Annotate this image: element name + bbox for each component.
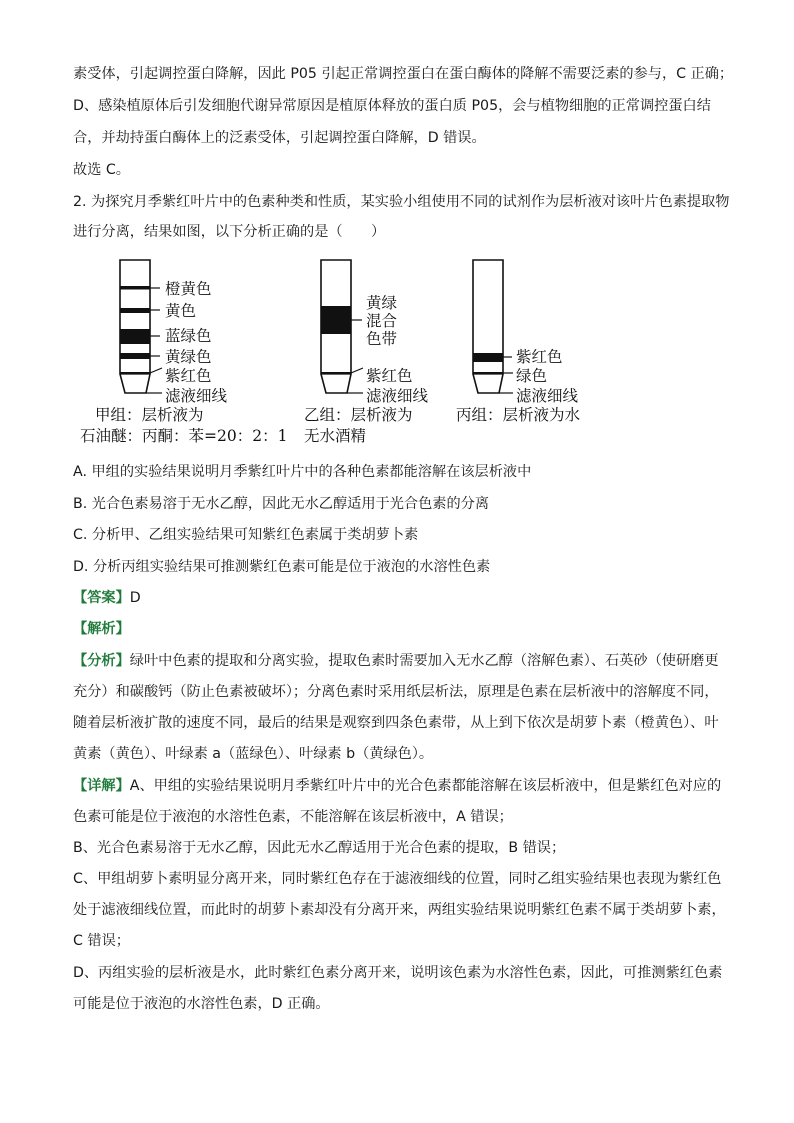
detail-line: C 错误；	[73, 933, 130, 949]
chromatography-diagram	[70, 252, 630, 452]
label-filter-line: 滤液细线	[165, 387, 228, 405]
label-b-band: 色带	[366, 330, 398, 348]
detail-line: B、光合色素易溶于无水乙醇，因此无水乙醇适用于光合色素的提取，B 错误；	[73, 840, 566, 856]
label-b-mixed: 混合	[366, 312, 398, 330]
caption-c-1: 丙组：层析液为水	[456, 406, 581, 424]
detail-line	[73, 776, 721, 796]
band-blue-green	[120, 329, 150, 344]
text-line: 合，并劫持蛋白酶体上的泛素受体，引起调控蛋白降解，D 错误。	[73, 130, 486, 146]
label-c-green: 绿色	[516, 367, 548, 385]
text-line: 素受体，引起调控蛋白降解，因此 P05 引起正常调控蛋白在蛋白酶体的降解不需要泛素的参与，C 正确；	[73, 66, 734, 82]
detail-line: 可能是位于液泡的水溶性色素，D 正确。	[73, 996, 330, 1012]
tube-c	[456, 260, 581, 424]
text-line: D、感染植原体后引发细胞代谢异常原因是植原体释放的蛋白质 P05，会与植物细胞的正常调控蛋白结	[73, 98, 711, 114]
analysis-sub-tag: 【分析】	[73, 653, 130, 669]
analysis-line: 随着层析液扩散的速度不同，最后的结果是观察到四条色素带，从上到下依次是胡萝卜素（橙黄色）、叶	[73, 715, 719, 731]
label-c-purple-red: 紫红色	[516, 348, 563, 366]
analysis-line	[73, 651, 719, 671]
band-b-filter	[321, 372, 351, 375]
question-stem: 2. 为探究月季紫红叶片中的色素种类和性质，某实验小组使用不同的试剂作为层析液对该叶片色素提取物	[73, 194, 730, 210]
detail-tag: 【详解】	[73, 778, 130, 794]
band-orange-yellow	[120, 286, 150, 290]
label-b-filter-line: 滤液细线	[366, 387, 429, 405]
answer-line	[73, 588, 141, 608]
analysis-line: 充分）和碳酸钙（防止色素被破坏）；分离色素时采用纸层析法，原理是色素在层析液中的溶解度不同，	[73, 684, 719, 700]
option-d: D. 分析丙组实验结果可推测紫红色素可能是位于液泡的水溶性色素	[73, 559, 491, 575]
label-blue-green: 蓝绿色	[165, 327, 212, 345]
option-a: A. 甲组的实验结果说明月季紫红叶片中的各种色素都能溶解在该层析液中	[73, 464, 532, 480]
answer-tag: 【答案】	[73, 590, 130, 606]
question-stem: 进行分离，结果如图，以下分析正确的是（ ）	[73, 224, 386, 240]
detail-line: 色素可能是位于液泡的水溶性色素，不能溶解在该层析液中，A 错误；	[73, 809, 513, 825]
option-b: B. 光合色素易溶于无水乙醇，因此无水乙醇适用于光合色素的分离	[73, 496, 490, 512]
band-filter-line	[120, 372, 150, 375]
detail-line: C、甲组胡萝卜素明显分离开来，同时紫红色存在于滤液细线的位置，同时乙组实验结果也表现为紫红色	[73, 871, 722, 887]
caption-a-2: 石油醚：丙酮：苯=20：2：1	[80, 427, 288, 445]
text-line: 故选 C。	[73, 162, 130, 178]
option-c: C. 分析甲、乙组实验结果可知紫红色素属于类胡萝卜素	[73, 527, 419, 543]
chromatography-figure	[70, 252, 630, 452]
analysis-line: 黄素（黄色）、叶绿素 a（蓝绿色）、叶绿素 b（黄绿色）。	[73, 746, 434, 762]
caption-b-2: 无水酒精	[304, 427, 367, 445]
label-yellow: 黄色	[165, 302, 197, 320]
band-yellow-green	[120, 353, 150, 359]
tube-a	[80, 260, 287, 445]
caption-a-1: 甲组：层析液为	[95, 406, 204, 424]
band-c-filter	[473, 372, 503, 375]
band-yellow	[120, 308, 150, 313]
label-b-purple-red: 紫红色	[366, 367, 413, 385]
label-b-yellow-green: 黄绿	[366, 294, 398, 312]
answer-value: D	[129, 590, 141, 606]
label-yellow-green: 黄绿色	[165, 348, 212, 366]
tube-b	[304, 260, 429, 445]
analysis-text: 绿叶中色素的提取和分离实验，提取色素时需要加入无水乙醇（溶解色素）、石英砂（使研磨更	[129, 653, 719, 669]
detail-line: 处于滤液细线位置，而此时的胡萝卜素却没有分离开来，两组实验结果说明紫红色素不属于类胡萝卜素，	[73, 902, 726, 918]
detail-line: D、丙组实验的层析液是水，此时紫红色素分离开来，说明该色素为水溶性色素，因此，可推测紫红色素	[73, 965, 723, 981]
label-c-filter-line: 滤液细线	[516, 387, 579, 405]
label-purple-red: 紫红色	[165, 367, 212, 385]
analysis-tag: 【解析】	[73, 621, 130, 637]
band-mixed	[321, 306, 351, 334]
detail-text: A、甲组的实验结果说明月季紫红叶片中的光合色素都能溶解在该层析液中，但是紫红色对应的	[129, 778, 722, 794]
band-c-purple-red	[473, 353, 503, 362]
label-orange-yellow: 橙黄色	[165, 280, 212, 298]
caption-b-1: 乙组：层析液为	[304, 406, 413, 424]
analysis-heading	[73, 619, 130, 639]
